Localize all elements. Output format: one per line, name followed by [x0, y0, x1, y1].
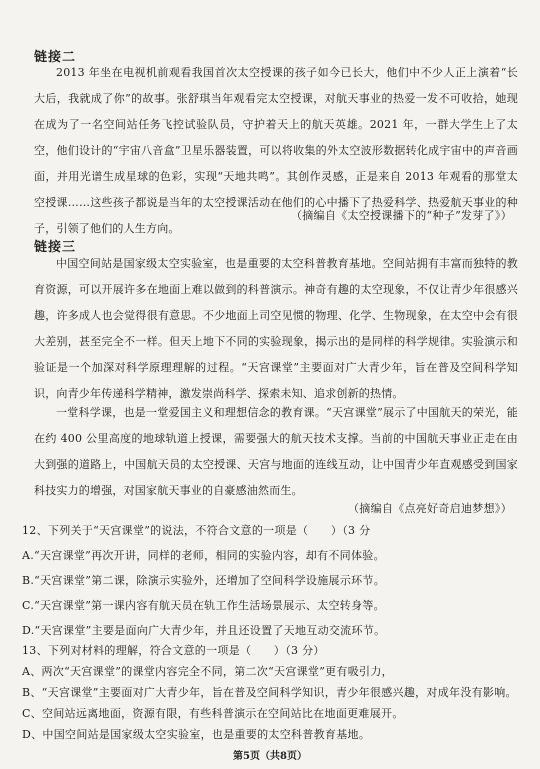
question-12-option-c: C.“天宫课堂”第一课内容有航天员在轨工作生活场景展示、太空转身等。 [22, 599, 385, 612]
section-3-paragraph-1: 中国空间站是国家级太空实验室，也是重要的太空科普教育基地。空间站拥有丰富而独特的教育资源，可以开展许多在地面上难以做到的科普演示。神奇有趣的太空现象，不仅让青少年很感兴趣，许多成人也会觉得很有意思。不少地面上司空见惯的物理、化学、生物现象，在太空中会有很大差别，甚至完全不一样。但天上地下不同的实验现象，揭示出的是同样的科学规律。实验演示和验证是一个加深对科学原理理解的过程。“天宫课堂”主要面对广大青少年，旨在普及空间科学知识，向青少年传递科学精神，激发崇尚科学、探索未知、追求创新的热情。 [34, 257, 518, 400]
question-13-option-a: A、两次“天宫课堂”的课堂内容完全不同，第二次“天宫课堂”更有吸引力， [22, 665, 393, 678]
question-12-option-d: D.“天宫课堂”主要是面向广大青少年，并且还设置了天地互动交流环节。 [22, 624, 386, 637]
section-3-source: （摘编自《点亮好奇启迪梦想》） [348, 502, 512, 515]
page-number-footer: 第5页（共8页） [233, 751, 307, 762]
section-3-paragraph-2: 一堂科学课，也是一堂爱国主义和理想信念的教育课。“天宫课堂”展示了中国航天的荣光，能在约 400 公里高度的地球轨道上授课，需要强大的航天技术支撑。当前的中国航天事业正走在由大到强的道路上，中国航天员的太空授课、天宫与地面的连线互动，让中国青少年直观感受到国家科技实力的增强，对国家航天事业的自豪感油然而生。 [34, 406, 518, 497]
section-2-source: （摘编自《太空授课播下的“种子”发芽了》） [290, 209, 512, 222]
question-12-option-a: A.“天宫课堂”再次开讲，同样的老师，相同的实验内容，却有不同体验。 [22, 549, 385, 562]
question-13-stem: 13、下列对材料的理解，符合文意的一项是（ ）（3 分） [22, 644, 325, 657]
section-2-paragraph: 2013 年坐在电视机前观看我国首次太空授课的孩子如今已长大，他们中不少人正上演着“长大后，我就成了你”的故事。张舒琪当年观看完太空授课，对航天事业的热爱一发不可收拾，她现在成为了一名空间站任务飞控试验队员，守护着天上的航天英雄。2021 年，一群大学生上了太空，他们设计的“宇宙八音盒”卫星乐器装置，可以将收集的外太空波形数据转化成宇宙中的声音画面，并用光谱生成星球的色彩，实现“天地共鸣”。其创作灵感，正是来自 2013 年观看的那堂太空授课……这些孩子都说是当年的太空授课活动在他们的心中播下了热爱科学、热爱航天事业的种子，引领了他们的人生方向。 [34, 66, 518, 235]
question-13-option-b: B、“天宫课堂”主要面对广大青少年，旨在普及空间科学知识，青少年很感兴趣，对成年没有影响。 [22, 686, 517, 699]
question-12-option-b: B.“天宫课堂”第二课，除演示实验外，还增加了空间科学设施展示环节。 [22, 574, 386, 587]
section-heading-link-2: 链接二 [34, 50, 77, 65]
question-13-option-c: C、空间站远离地面，资源有限，有些科普演示在空间站比在地面更难展开。 [22, 707, 404, 720]
question-13-option-d: D、中国空间站是国家级太空实验室，也是重要的太空科普教育基地。 [22, 728, 371, 741]
section-heading-link-3: 链接三 [34, 240, 77, 255]
question-12-stem: 12、下列关于“天宫课堂”的说法，不符合文意的一项是（ ）（3 分 [22, 524, 371, 537]
